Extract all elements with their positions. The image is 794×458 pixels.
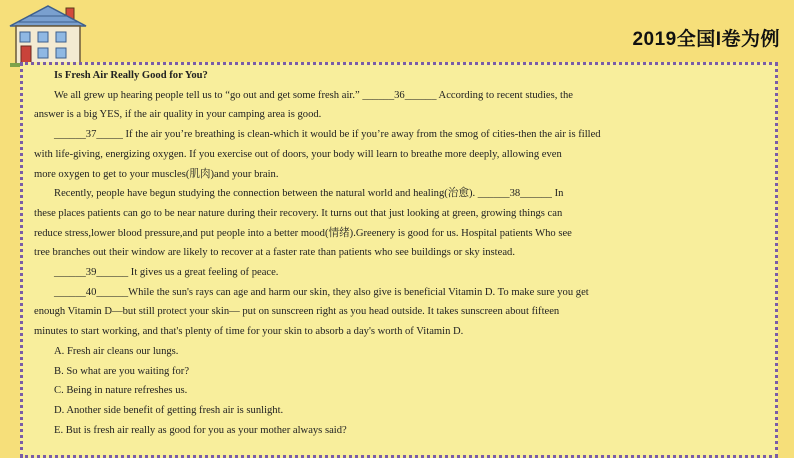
passage-line: these places patients can go to be near nature during their recovery. It turns out that just looking at green, growing things can [34, 207, 563, 219]
option-b: B. So what are you waiting for? [54, 365, 190, 377]
passage-line: enough Vitamin D—but still protect your skin— put on sunscreen right as you head outside. It takes sunscreen about fifteen [34, 306, 560, 318]
passage-line: tree branches out their window are likely to recover at a faster rate than patients who see buildings or sky instead. [34, 247, 515, 259]
option-e: E. But is fresh air really as good for you as your mother always said? [54, 424, 347, 436]
passage-line: answer is a big YES, if the air quality in your camping area is good. [34, 109, 322, 121]
passage-line: with life-giving, energizing oxygen. If you exercise out of doors, your body will learn to breathe more deeply, allowing even [34, 148, 562, 160]
passage-line: ______39______ It gives us a great feeling of peace. [54, 267, 279, 279]
passage-line: minutes to start working, and that's plenty of time for your skin to absorb a day's worth of Vitamin D. [34, 326, 464, 338]
passage-line: ______37_____ If the air you’re breathing is clean-which it would be if you’re away from the smog of cities-then the air is filled [54, 129, 601, 141]
passage-line: more oxygen to get to your muscles(肌肉)and your brain. [34, 168, 279, 180]
option-c: C. Being in nature refreshes us. [54, 385, 188, 397]
option-a: A. Fresh air cleans our lungs. [54, 345, 179, 357]
passage-title: Is Fresh Air Really Good for You? [54, 70, 208, 81]
passage-line: Recently, people have begun studying the connection between the natural world and healing(治愈). ______38______ In [54, 188, 564, 200]
passage-line: ______40______While the sun's rays can age and harm our skin, they also give is beneficial Vitamin D. To make sure you get [54, 286, 589, 298]
slide-title: 2019全国I卷为例 [632, 29, 780, 50]
passage-content [34, 66, 754, 440]
house-logo-icon [8, 4, 88, 68]
passage-line: We all grew up hearing people tell us to “go out and get some fresh air.” ______36______ According to recent studies, the [54, 89, 573, 101]
option-d: D. Another side benefit of getting fresh air is sunlight. [54, 404, 284, 416]
passage-line: reduce stress,lower blood pressure,and put people into a better mood(情绪).Greenery is good for us. Hospital patients Who see [34, 227, 572, 239]
